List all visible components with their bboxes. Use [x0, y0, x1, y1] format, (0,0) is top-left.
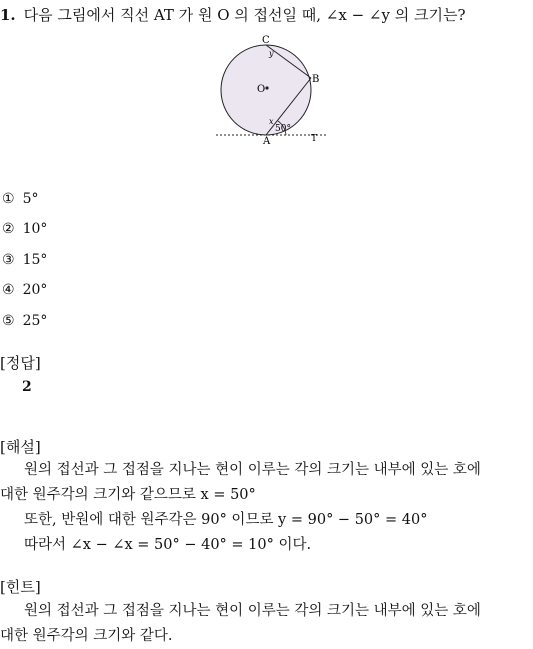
question-number: 1. — [0, 6, 16, 24]
question-text: 다음 그림에서 직선 AT 가 원 O 의 접선일 때, ∠x − ∠y 의 크기는? — [23, 6, 466, 24]
hint-line-2: 대한 원주각의 크기와 같다. — [0, 628, 173, 644]
choice-mark: ③ — [2, 252, 15, 268]
choice-text: 10° — [22, 221, 48, 237]
geometry-figure — [212, 32, 332, 148]
label-a: A — [263, 136, 271, 147]
circle-o — [221, 45, 311, 135]
explanation-line-3: 또한, 반원에 대한 원주각은 90° 이므로 y = 90° − 50° = 40° — [24, 512, 428, 528]
answer-value: 2 — [22, 379, 32, 395]
explanation-line-4: 따라서 ∠x − ∠x = 50° − 40° = 10° 이다. — [24, 537, 312, 553]
choice-4[interactable] — [2, 282, 47, 298]
label-y: y — [269, 49, 274, 58]
choice-2[interactable] — [2, 221, 47, 237]
explanation-line-1: 원의 접선과 그 접점을 지나는 현이 이루는 각의 크기는 내부에 있는 호에 — [24, 462, 481, 478]
hint-heading: [힌트] — [0, 578, 41, 596]
label-x: x — [269, 117, 274, 126]
choice-text: 5° — [22, 191, 39, 207]
choice-text: 15° — [22, 252, 48, 268]
explanation-body — [0, 458, 481, 558]
choice-mark: ④ — [2, 282, 15, 298]
choice-text: 20° — [22, 282, 48, 298]
explanation-line-2: 대한 원주각의 크기와 같으므로 x = 50° — [0, 487, 256, 503]
center-point — [265, 86, 268, 89]
choice-1[interactable] — [2, 191, 38, 207]
choice-5[interactable] — [2, 313, 47, 329]
choice-mark: ⑤ — [2, 313, 15, 329]
label-t: T — [311, 134, 318, 144]
label-o: O — [257, 84, 266, 95]
hint-body — [0, 599, 481, 649]
choice-text: 25° — [22, 313, 48, 329]
choice-mark: ① — [2, 191, 15, 207]
choice-3[interactable] — [2, 252, 47, 268]
answer-heading: [정답] — [0, 354, 41, 372]
hint-line-1: 원의 접선과 그 접점을 지나는 현이 이루는 각의 크기는 내부에 있는 호에 — [24, 603, 481, 619]
label-b: B — [312, 74, 320, 85]
label-angle-50: 50° — [275, 124, 291, 134]
label-c: C — [262, 35, 270, 46]
choice-mark: ② — [2, 221, 15, 237]
explanation-heading: [해설] — [0, 438, 41, 456]
question — [0, 4, 466, 25]
